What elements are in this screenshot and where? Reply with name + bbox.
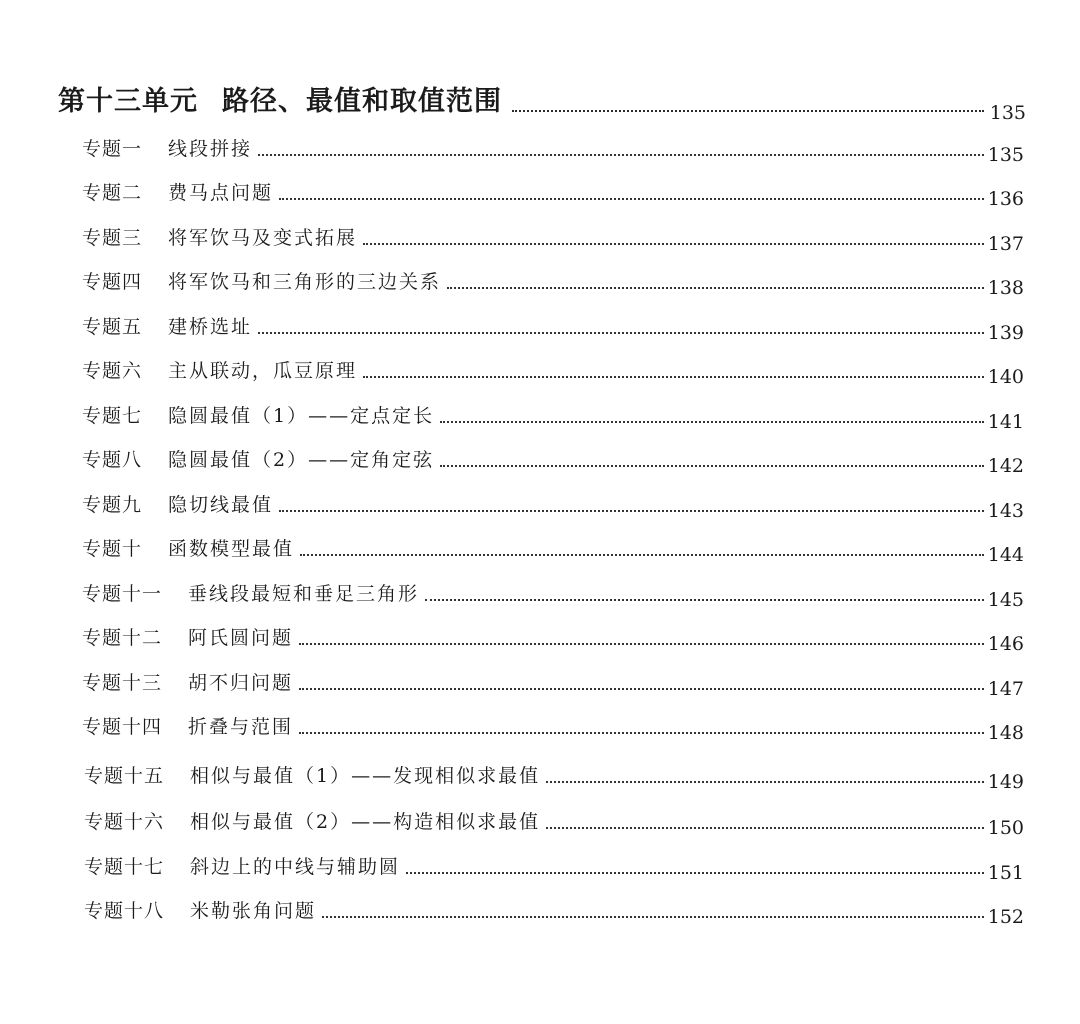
entry-title: 阿氏圆问题 xyxy=(188,627,294,649)
entry-label: 专题十三 xyxy=(82,672,163,694)
entry-page-number: 145 xyxy=(987,589,1024,611)
entry-label: 专题十八 xyxy=(84,900,165,922)
dot-leader xyxy=(258,332,984,334)
toc-entry-15 xyxy=(84,760,1024,793)
entry-page-number: 141 xyxy=(987,411,1024,433)
entry-page-number: 146 xyxy=(987,633,1024,655)
entry-title: 将军饮马和三角形的三边关系 xyxy=(168,271,442,293)
entry-page-number: 144 xyxy=(987,544,1024,566)
entry-page-number: 148 xyxy=(987,722,1024,744)
toc-entry-11 xyxy=(82,578,1024,611)
dot-leader xyxy=(279,198,984,200)
unit-heading xyxy=(58,78,1026,124)
entry-title: 隐圆最值（2）——定角定弦 xyxy=(168,449,435,471)
toc-entry-14 xyxy=(82,711,1024,744)
entry-page-number: 138 xyxy=(987,277,1024,299)
entry-title: 相似与最值（1）——发现相似求最值 xyxy=(190,765,541,787)
entry-page-number: 135 xyxy=(987,144,1024,166)
toc-entry-2 xyxy=(82,177,1024,210)
dot-leader xyxy=(299,643,984,645)
entry-title: 折叠与范围 xyxy=(188,716,294,738)
toc-entry-17 xyxy=(84,851,1024,884)
dot-leader xyxy=(440,465,984,467)
unit-label: 第十三单元 xyxy=(58,86,198,117)
entry-title: 将军饮马及变式拓展 xyxy=(168,227,358,249)
entry-page-number: 143 xyxy=(987,500,1024,522)
entry-label: 专题十 xyxy=(82,538,143,560)
entry-title: 建桥选址 xyxy=(168,316,253,338)
entry-page-number: 150 xyxy=(987,817,1024,839)
entry-label: 专题十七 xyxy=(84,856,165,878)
entry-page-number: 142 xyxy=(987,455,1024,477)
toc-entry-12 xyxy=(82,622,1024,655)
entry-page-number: 136 xyxy=(987,188,1024,210)
toc-entry-5 xyxy=(82,311,1024,344)
dot-leader xyxy=(447,287,984,289)
toc-entry-16 xyxy=(84,806,1024,839)
entry-title: 费马点问题 xyxy=(168,182,274,204)
entry-label: 专题十二 xyxy=(82,627,163,649)
entry-label: 专题六 xyxy=(82,360,143,382)
dot-leader xyxy=(258,154,984,156)
entry-label: 专题十六 xyxy=(84,811,165,833)
entry-title: 相似与最值（2）——构造相似求最值 xyxy=(190,811,541,833)
entry-label: 专题九 xyxy=(82,494,143,516)
toc-entry-9 xyxy=(82,489,1024,522)
toc-entry-1 xyxy=(82,133,1024,166)
entry-page-number: 139 xyxy=(987,322,1024,344)
dot-leader xyxy=(363,376,984,378)
entry-label: 专题四 xyxy=(82,271,143,293)
dot-leader xyxy=(512,110,984,112)
dot-leader xyxy=(363,243,984,245)
entry-page-number: 149 xyxy=(987,771,1024,793)
entry-page-number: 140 xyxy=(987,366,1024,388)
entry-page-number: 151 xyxy=(987,862,1024,884)
entry-title: 线段拼接 xyxy=(168,138,253,160)
entry-label: 专题一 xyxy=(82,138,143,160)
dot-leader xyxy=(406,872,984,874)
dot-leader xyxy=(299,688,984,690)
entry-title: 主从联动，瓜豆原理 xyxy=(168,360,358,382)
dot-leader xyxy=(546,781,984,783)
entry-title: 隐圆最值（1）——定点定长 xyxy=(168,405,435,427)
toc-entry-13 xyxy=(82,667,1024,700)
dot-leader xyxy=(300,554,984,556)
dot-leader xyxy=(425,599,984,601)
toc-entry-6 xyxy=(82,355,1024,388)
toc-entry-8 xyxy=(82,444,1024,477)
dot-leader xyxy=(279,510,984,512)
toc-entry-18 xyxy=(84,895,1024,928)
entry-label: 专题七 xyxy=(82,405,143,427)
entry-label: 专题十五 xyxy=(84,765,165,787)
toc-entry-10 xyxy=(82,533,1024,566)
entry-title: 米勒张角问题 xyxy=(190,900,317,922)
toc-entry-3 xyxy=(82,222,1024,255)
entry-title: 斜边上的中线与辅助圆 xyxy=(190,856,401,878)
unit-page-number: 135 xyxy=(989,102,1026,124)
dot-leader xyxy=(299,732,984,734)
unit-title: 路径、最值和取值范围 xyxy=(222,86,502,117)
entry-label: 专题二 xyxy=(82,182,143,204)
entry-page-number: 147 xyxy=(987,678,1024,700)
entry-label: 专题五 xyxy=(82,316,143,338)
entry-label: 专题十一 xyxy=(82,583,163,605)
entry-title: 垂线段最短和垂足三角形 xyxy=(188,583,420,605)
entry-label: 专题三 xyxy=(82,227,143,249)
entry-label: 专题八 xyxy=(82,449,143,471)
entry-page-number: 137 xyxy=(987,233,1024,255)
toc-entry-4 xyxy=(82,266,1024,299)
entry-page-number: 152 xyxy=(987,906,1024,928)
entry-title: 函数模型最值 xyxy=(168,538,295,560)
entry-title: 隐切线最值 xyxy=(168,494,274,516)
dot-leader xyxy=(546,827,984,829)
entry-label: 专题十四 xyxy=(82,716,163,738)
dot-leader xyxy=(440,421,984,423)
dot-leader xyxy=(322,916,984,918)
entry-title: 胡不归问题 xyxy=(188,672,294,694)
toc-entry-7 xyxy=(82,400,1024,433)
